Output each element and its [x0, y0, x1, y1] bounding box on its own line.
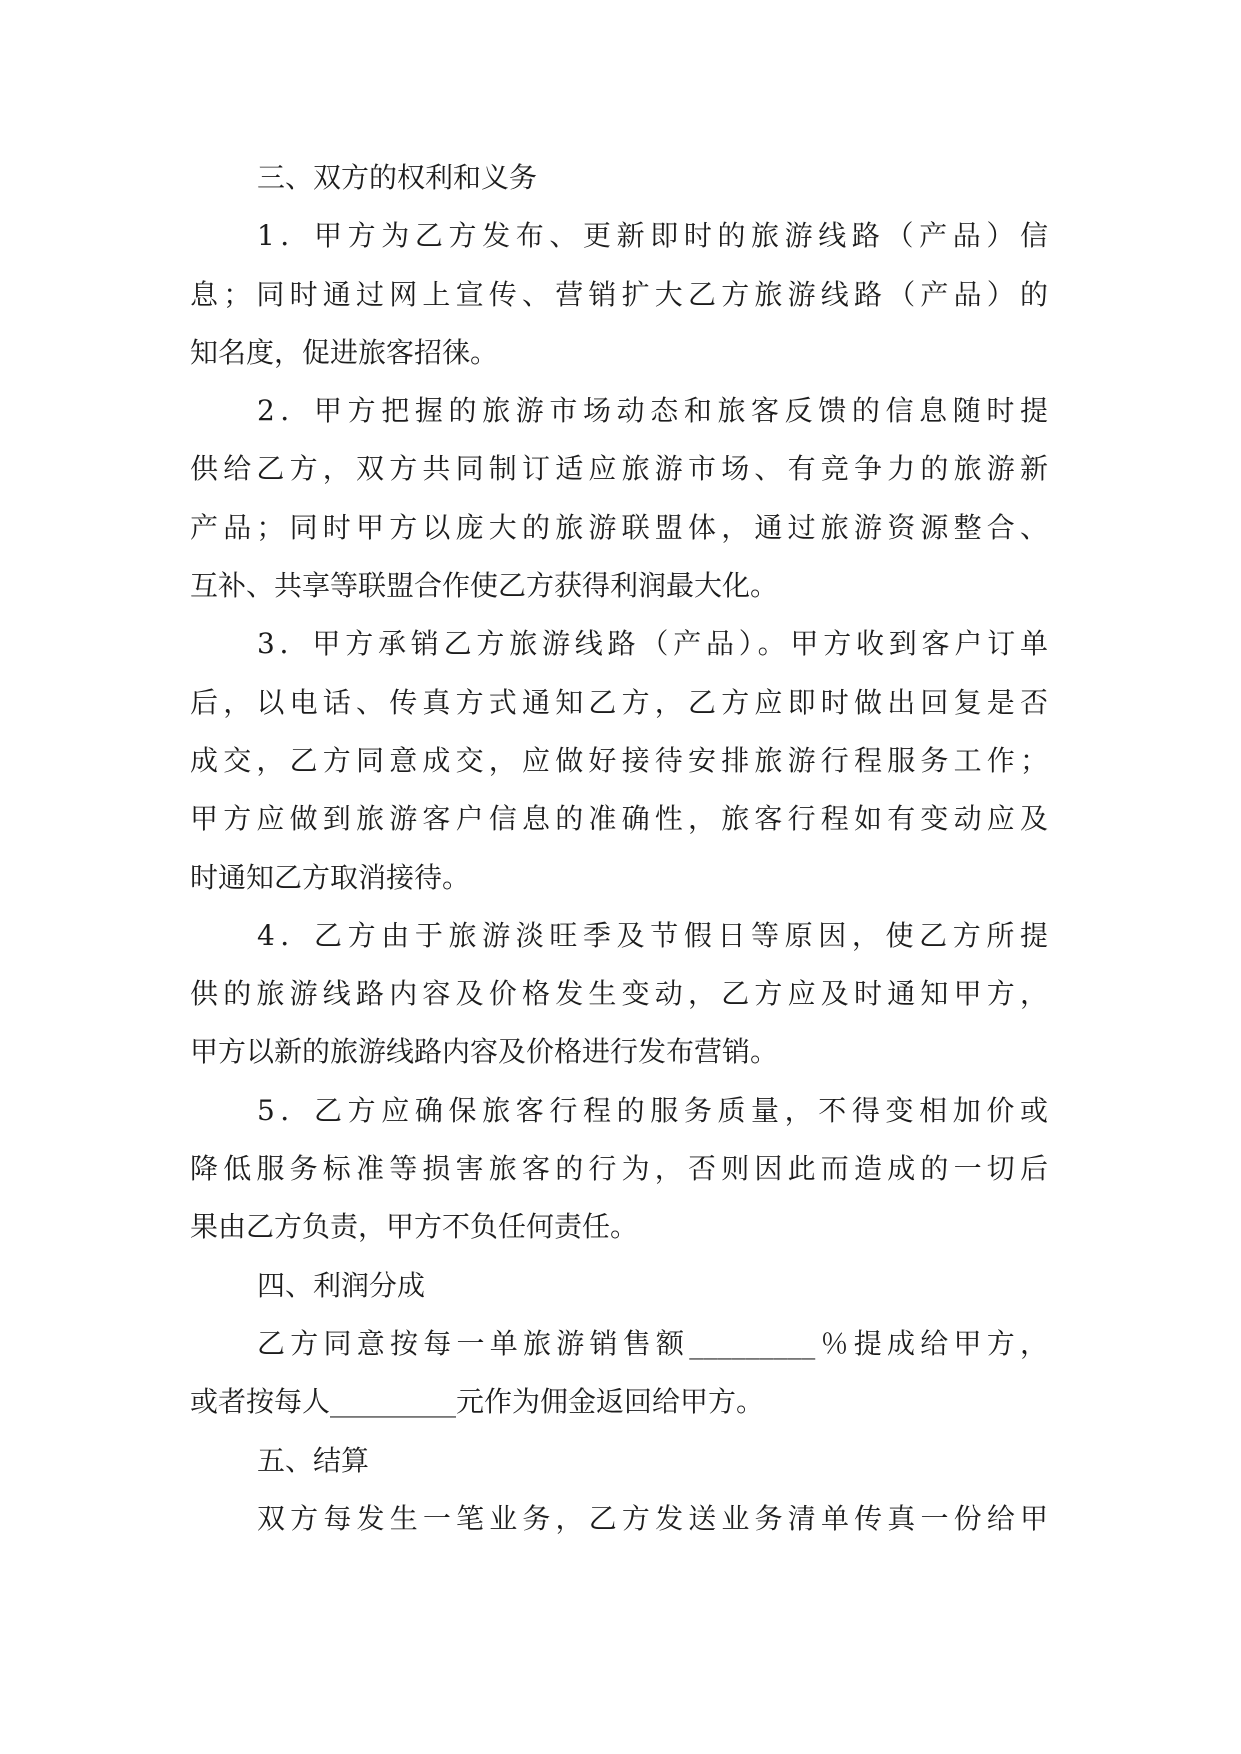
clause-4-paragraph — [190, 907, 1048, 1082]
paragraph-line: 知名度，促进旅客招徕。 — [190, 335, 499, 369]
document-body — [190, 149, 1048, 1548]
section-heading: 四、利润分成 — [257, 1268, 426, 1302]
paragraph-line: 产品；同时甲方以庞大的旅游联盟体，通过旅游资源整合、 — [190, 510, 1048, 544]
section-heading: 五、结算 — [257, 1443, 370, 1477]
paragraph-line: 时通知乙方取消接待。 — [190, 860, 471, 894]
paragraph-line: 后，以电话、传真方式通知乙方，乙方应即时做出回复是否 — [190, 685, 1048, 719]
paragraph-line: 降低服务标准等损害旅客的行为，否则因此而造成的一切后 — [190, 1152, 1048, 1186]
section-heading: 三、双方的权利和义务 — [257, 161, 538, 194]
section-five-heading — [190, 1432, 1048, 1490]
paragraph-line: 乙方同意按每一单旅游销售额_________％提成给甲方， — [257, 1326, 1048, 1360]
paragraph-line: 3．甲方承销乙方旅游线路（产品）。甲方收到客户订单 — [257, 627, 1048, 661]
paragraph-line: 互补、共享等联盟合作使乙方获得利润最大化。 — [190, 569, 779, 603]
paragraph-line: 或者按每人_________元作为佣金返回给甲方。 — [190, 1385, 765, 1419]
paragraph-line: 果由乙方负责，甲方不负任何责任。 — [190, 1210, 639, 1244]
paragraph-line: 息；同时通过网上宣传、营销扩大乙方旅游线路（产品）的 — [190, 277, 1048, 311]
paragraph-line: 4．乙方由于旅游淡旺季及节假日等原因，使乙方所提 — [257, 918, 1048, 952]
settlement-paragraph — [190, 1490, 1048, 1548]
paragraph-line: 成交，乙方同意成交，应做好接待安排旅游行程服务工作； — [190, 743, 1048, 777]
paragraph-line: 甲方以新的旅游线路内容及价格进行发布营销。 — [190, 1035, 779, 1069]
paragraph-line: 供给乙方，双方共同制订适应旅游市场、有竞争力的旅游新 — [190, 452, 1048, 486]
clause-2-paragraph — [190, 382, 1048, 615]
clause-3-paragraph — [190, 615, 1048, 906]
section-three-heading — [190, 149, 1048, 207]
clause-1-paragraph — [190, 207, 1048, 382]
paragraph-line: 供的旅游线路内容及价格发生变动，乙方应及时通知甲方， — [190, 977, 1048, 1011]
profit-sharing-paragraph — [190, 1315, 1048, 1432]
clause-5-paragraph — [190, 1082, 1048, 1257]
paragraph-line: 双方每发生一笔业务，乙方发送业务清单传真一份给甲 — [257, 1501, 1048, 1535]
paragraph-line: 1．甲方为乙方发布、更新即时的旅游线路（产品）信 — [257, 219, 1048, 253]
section-four-heading — [190, 1257, 1048, 1315]
paragraph-line: 甲方应做到旅游客户信息的准确性，旅客行程如有变动应及 — [190, 802, 1048, 836]
paragraph-line: 2．甲方把握的旅游市场动态和旅客反馈的信息随时提 — [257, 394, 1048, 428]
paragraph-line: 5．乙方应确保旅客行程的服务质量，不得变相加价或 — [257, 1093, 1048, 1127]
